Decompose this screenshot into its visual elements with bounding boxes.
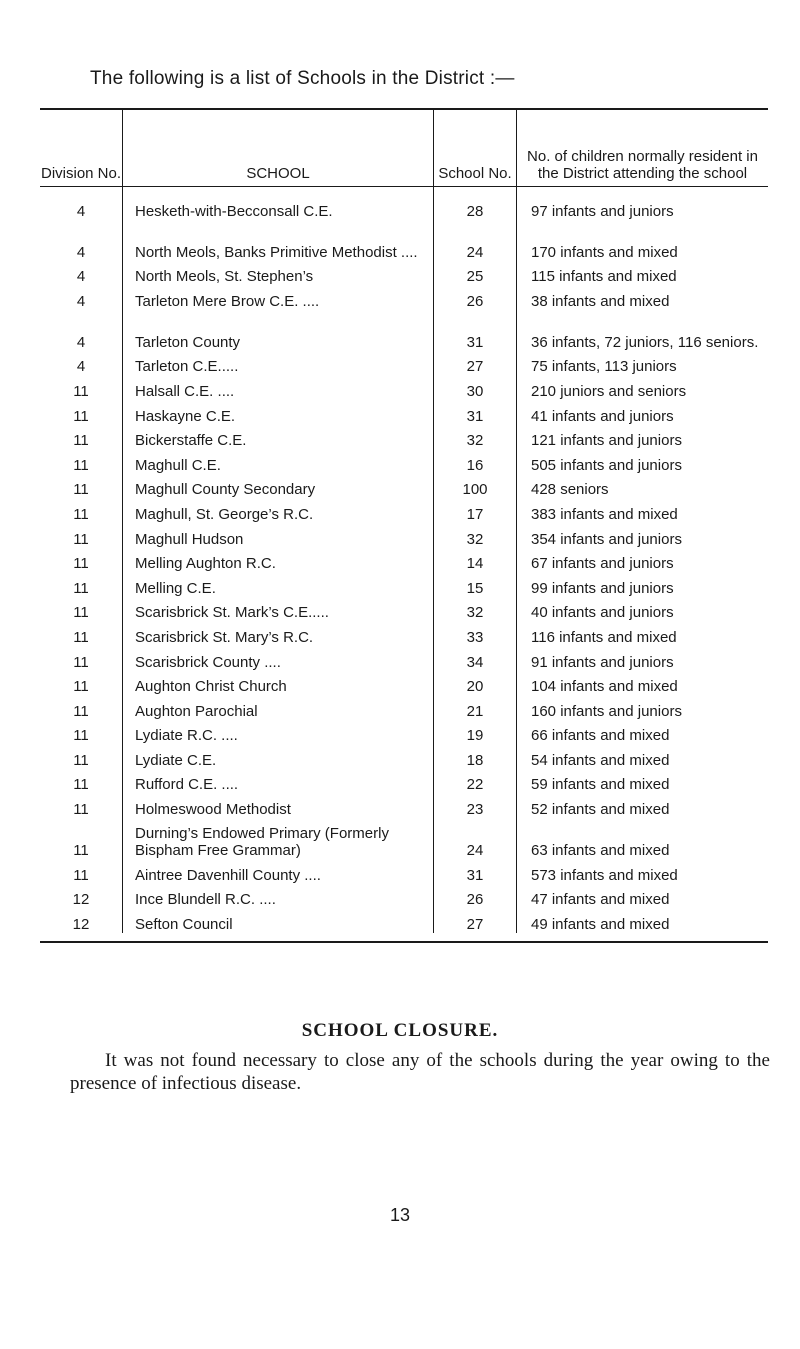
page-number: 13 xyxy=(389,1205,411,1225)
school-no-cell: 27 xyxy=(434,351,517,376)
attendance-cell: 573 infants and mixed xyxy=(531,866,678,884)
school-no-cell: 31 xyxy=(434,859,517,884)
school-no-cell: 24 xyxy=(434,220,517,261)
school-cell: Bickerstaffe C.E. xyxy=(123,425,434,450)
table-row xyxy=(40,375,768,400)
attendance-cell: 210 juniors and seniors xyxy=(531,382,687,400)
division-cell: 4 xyxy=(40,310,123,351)
header-attendance: No. of children normally resident in the District attending the school xyxy=(517,110,769,187)
school-cell: Sefton Council xyxy=(123,908,434,933)
school-no-cell: 32 xyxy=(434,597,517,622)
division-cell: 11 xyxy=(40,572,123,597)
division-cell: 11 xyxy=(40,695,123,720)
attendance-cell: 505 infants and juniors xyxy=(531,456,682,474)
attendance-cell: 67 infants and juniors xyxy=(531,555,674,573)
school-cell: Melling C.E. xyxy=(123,572,434,597)
table-row xyxy=(40,621,768,646)
school-no-cell: 33 xyxy=(434,621,517,646)
table-row xyxy=(40,671,768,696)
school-cell: Melling Aughton R.C. xyxy=(123,548,434,573)
division-cell: 11 xyxy=(40,818,123,859)
school-cell: Tarleton C.E..... xyxy=(123,351,434,376)
school-no-cell: 28 xyxy=(434,187,517,220)
school-no-cell: 100 xyxy=(434,474,517,499)
table-row xyxy=(40,744,768,769)
table-row xyxy=(40,474,768,499)
school-no-cell: 26 xyxy=(434,884,517,909)
table-row xyxy=(40,646,768,671)
school-cell: Maghull, St. George’s R.C. xyxy=(123,498,434,523)
table-row xyxy=(40,572,768,597)
table-row xyxy=(40,285,768,310)
school-cell: North Meols, St. Stephen’s xyxy=(123,261,434,286)
table-row xyxy=(40,449,768,474)
school-no-cell: 19 xyxy=(434,720,517,745)
attendance-cell: 54 infants and mixed xyxy=(531,751,670,769)
school-cell: Holmeswood Methodist xyxy=(123,793,434,818)
school-no-cell: 18 xyxy=(434,744,517,769)
school-no-cell: 27 xyxy=(434,908,517,933)
division-cell: 11 xyxy=(40,400,123,425)
school-no-cell: 15 xyxy=(434,572,517,597)
attendance-cell: 99 infants and juniors xyxy=(531,579,674,597)
division-cell: 12 xyxy=(40,908,123,933)
attendance-cell: 428 seniors xyxy=(531,481,609,499)
school-cell: Maghull Hudson xyxy=(123,523,434,548)
table-header-row xyxy=(40,110,768,187)
table-row xyxy=(40,597,768,622)
table-row xyxy=(40,310,768,351)
school-no-cell: 14 xyxy=(434,548,517,573)
attendance-cell: 52 infants and mixed xyxy=(531,801,670,819)
table-row xyxy=(40,400,768,425)
division-cell: 11 xyxy=(40,548,123,573)
table-row xyxy=(40,793,768,818)
division-cell: 11 xyxy=(40,744,123,769)
table-row xyxy=(40,351,768,376)
school-cell: Aintree Davenhill County .... xyxy=(123,859,434,884)
table-bottom-rule xyxy=(40,941,768,943)
intro-text: The following is a list of Schools in the District :— xyxy=(90,68,515,89)
attendance-cell: 160 infants and juniors xyxy=(531,702,682,720)
school-no-cell: 17 xyxy=(434,498,517,523)
table-row xyxy=(40,695,768,720)
division-cell: 11 xyxy=(40,859,123,884)
table-row xyxy=(40,187,768,220)
table-row xyxy=(40,220,768,261)
division-cell: 12 xyxy=(40,884,123,909)
attendance-cell: 104 infants and mixed xyxy=(531,678,678,696)
school-cell: North Meols, Banks Primitive Methodist .... xyxy=(123,220,434,261)
attendance-cell: 66 infants and mixed xyxy=(531,727,670,745)
table-row xyxy=(40,523,768,548)
attendance-cell: 47 infants and mixed xyxy=(531,891,670,909)
school-cell: Maghull C.E. xyxy=(123,449,434,474)
table-row xyxy=(40,498,768,523)
division-cell: 11 xyxy=(40,523,123,548)
school-no-cell: 23 xyxy=(434,793,517,818)
school-cell: Lydiate R.C. .... xyxy=(123,720,434,745)
school-cell: Scarisbrick County .... xyxy=(123,646,434,671)
attendance-cell: 63 infants and mixed xyxy=(531,842,670,860)
division-cell: 11 xyxy=(40,449,123,474)
closure-heading: SCHOOL CLOSURE. xyxy=(301,1020,499,1041)
school-no-cell: 32 xyxy=(434,523,517,548)
closure-paragraph: It was not found necessary to close any of the schools during the year owing to the presence of infectious disease. xyxy=(70,1050,770,1094)
school-cell: Aughton Parochial xyxy=(123,695,434,720)
school-no-cell: 26 xyxy=(434,285,517,310)
attendance-cell: 115 infants and mixed xyxy=(531,268,677,286)
table-row xyxy=(40,720,768,745)
school-cell: Ince Blundell R.C. .... xyxy=(123,884,434,909)
school-no-cell: 21 xyxy=(434,695,517,720)
attendance-cell: 36 infants, 72 juniors, 116 seniors. xyxy=(531,333,759,351)
division-cell: 11 xyxy=(40,671,123,696)
school-cell: Scarisbrick St. Mark’s C.E..... xyxy=(123,597,434,622)
attendance-cell: 121 infants and juniors xyxy=(531,432,682,450)
school-cell: Aughton Christ Church xyxy=(123,671,434,696)
school-cell: Durning’s Endowed Primary (Formerly Bispham Free Grammar) xyxy=(123,818,434,859)
attendance-cell: 91 infants and juniors xyxy=(531,653,674,671)
schools-table xyxy=(40,110,768,933)
attendance-cell: 354 infants and juniors xyxy=(531,530,682,548)
header-school: SCHOOL xyxy=(123,110,434,187)
school-no-cell: 34 xyxy=(434,646,517,671)
division-cell: 11 xyxy=(40,498,123,523)
header-division: Division No. xyxy=(40,110,123,187)
division-cell: 11 xyxy=(40,720,123,745)
table-row xyxy=(40,908,768,933)
school-cell: Halsall C.E. .... xyxy=(123,375,434,400)
school-no-cell: 30 xyxy=(434,375,517,400)
attendance-cell: 59 infants and mixed xyxy=(531,776,670,794)
attendance-cell: 170 infants and mixed xyxy=(531,243,678,261)
school-cell: Rufford C.E. .... xyxy=(123,769,434,794)
schools-table-wrapper xyxy=(40,108,768,943)
school-cell: Haskayne C.E. xyxy=(123,400,434,425)
school-no-cell: 32 xyxy=(434,425,517,450)
header-school-no: School No. xyxy=(434,110,517,187)
attendance-cell: 75 infants, 113 juniors xyxy=(531,358,677,376)
table-row xyxy=(40,818,768,859)
table-row xyxy=(40,548,768,573)
school-no-cell: 31 xyxy=(434,400,517,425)
attendance-cell: 116 infants and mixed xyxy=(531,628,677,646)
school-cell: Maghull County Secondary xyxy=(123,474,434,499)
division-cell: 11 xyxy=(40,597,123,622)
table-row xyxy=(40,859,768,884)
school-no-cell: 31 xyxy=(434,310,517,351)
school-cell: Hesketh-with-Becconsall C.E. xyxy=(123,187,434,220)
school-no-cell: 16 xyxy=(434,449,517,474)
table-row xyxy=(40,261,768,286)
division-cell: 11 xyxy=(40,375,123,400)
table-row xyxy=(40,884,768,909)
school-no-cell: 20 xyxy=(434,671,517,696)
attendance-cell: 383 infants and mixed xyxy=(531,505,678,523)
division-cell: 11 xyxy=(40,474,123,499)
division-cell: 11 xyxy=(40,425,123,450)
school-no-cell: 22 xyxy=(434,769,517,794)
school-cell: Scarisbrick St. Mary’s R.C. xyxy=(123,621,434,646)
attendance-cell: 49 infants and mixed xyxy=(531,915,670,933)
attendance-cell: 41 infants and juniors xyxy=(531,407,674,425)
school-no-cell: 25 xyxy=(434,261,517,286)
school-cell: Tarleton County xyxy=(123,310,434,351)
table-row xyxy=(40,769,768,794)
attendance-cell: 38 infants and mixed xyxy=(531,292,670,310)
table-row xyxy=(40,425,768,450)
division-cell: 11 xyxy=(40,646,123,671)
table-body xyxy=(40,187,768,933)
division-cell: 4 xyxy=(40,351,123,376)
division-cell: 11 xyxy=(40,793,123,818)
attendance-cell: 97 infants and juniors xyxy=(531,202,674,220)
division-cell: 11 xyxy=(40,769,123,794)
division-cell: 11 xyxy=(40,621,123,646)
attendance-cell: 40 infants and juniors xyxy=(531,604,674,622)
division-cell: 4 xyxy=(40,187,123,220)
division-cell: 4 xyxy=(40,261,123,286)
division-cell: 4 xyxy=(40,220,123,261)
school-cell: Lydiate C.E. xyxy=(123,744,434,769)
division-cell: 4 xyxy=(40,285,123,310)
school-no-cell: 24 xyxy=(434,818,517,859)
school-cell: Tarleton Mere Brow C.E. .... xyxy=(123,285,434,310)
